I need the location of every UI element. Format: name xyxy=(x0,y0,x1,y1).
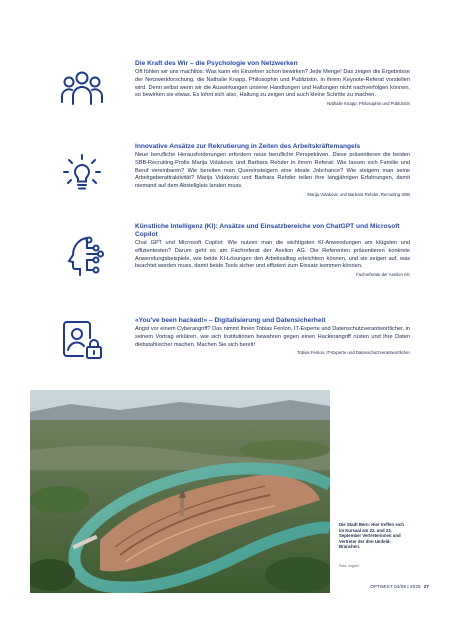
magazine-name: OPTIMIST 04/05 | 2025 xyxy=(370,584,421,589)
speaker-credit: Tobias Fenlon, IT-Experte und Datenschutzverantwortlicher xyxy=(297,350,410,356)
section-body: Oft fühlen wir uns machtlos: Was kann ein Einzelner schon bewirken? Jede Menge! Das zeigen die Ergebnisse der Netzwerkforschung, die Nathalie Knapp, Philosophin und Publizistin, in ihrem Keynote-Referat vorstellen wird. Denn selbst wenn wir die Auswirkungen unserer Handlungen und Haltungen nicht nachverfolgen können, so bewirken sie etwas. Es lohnt sich also, Haltung zu zeigen und auch kleine Schritte zu machen. xyxy=(135,69,410,99)
lightbulb-icon xyxy=(60,150,104,194)
section-title: Die Kraft des Wir – die Psychologie von Netzwerken xyxy=(135,60,298,67)
user-lock-icon xyxy=(60,318,104,362)
section-text xyxy=(135,223,410,278)
section-text xyxy=(135,317,410,356)
section-body: Chat GPT und Microsoft Copilot: Wie nutzen man die wichtigsten KI-Anwendungen am klügsten und effizientesten? Darum geht es am Fachreferat der Axelion AG. Die Referenten präsentieren konkrete Anwendungsbeispiele, wie beide KI-Lösungen den Arbeitsalltag erleichtern können, und sie zeigen auf, was beachtet werden muss, damit beide Tools sicher und effizient zum Einsatz kommen können. xyxy=(135,240,410,270)
people-group-icon xyxy=(60,66,104,110)
section-body: Neue berufliche Herausforderungen erfordern neue berufliche Perspektiven. Diese präsentieren die beiden SBB-Recruiting-Profis Marija Vidakovic und Barbara Rehder in ihrem Referat: Wie lassen sich Familie und Beruf vereinbaren? Wie bereiten man Quereinsteigern eine ideale Jobchance? Wie steigern man seine Arbeitgeberattraktivität? Marija Vidakovic und Barbara Rehder teilen ihre langjährigen Erfahrungen, damit niemand auf dem Abstellgleis landen muss. xyxy=(135,152,410,190)
section-ai xyxy=(60,223,410,311)
speaker-credit: Nathalie Knapp, Philosophin und Publizistin xyxy=(327,101,410,107)
section-title: Künstliche Intelligenz (KI): Ansätze und Einsatzbereiche von ChatGPT und Microsoft Copilot xyxy=(135,223,400,238)
page-footer xyxy=(370,584,429,589)
speaker-credit: Fachreferate der Axelion AG xyxy=(356,272,410,278)
section-body: Angst vor einem Cyberangriff? Das nimmt Ihnen Tobias Fenlon, IT-Experte und Datenschutzverantwortlicher, in seinem Vortrag erklären, wie sich Institutionen bewahren gegen einen Hackerangriff rüsten und ihre Daten diebstahlsicher machen. Machen Sie sich bereit! xyxy=(135,326,410,348)
section-title: Innovative Ansätze zur Rekrutierung in Zeiten des Arbeitskräftemangels xyxy=(135,143,361,150)
section-text xyxy=(135,60,410,107)
photo-credit: Foto: zvg/ch xyxy=(339,564,359,568)
section-title: «You've been hacked!» – Digitalisierung und Datensicherheit xyxy=(135,317,326,324)
bern-aerial-photo xyxy=(30,390,330,593)
photo-caption: Die Stadt Bern: Hier treffen sich im Kursaal am 22. und 23. September Vertreterinnen und Vertreter der drei Umfeld-Branchen. xyxy=(339,522,404,550)
section-recruiting xyxy=(60,143,410,221)
section-network-psychology xyxy=(60,60,410,136)
speaker-credit: Marija Vidakovic und Barbara Rehder, Recruiting SBB xyxy=(307,191,410,197)
section-data-security xyxy=(60,317,410,383)
page-number: 27 xyxy=(423,584,429,589)
ai-head-icon xyxy=(60,234,104,278)
section-text xyxy=(135,143,410,198)
